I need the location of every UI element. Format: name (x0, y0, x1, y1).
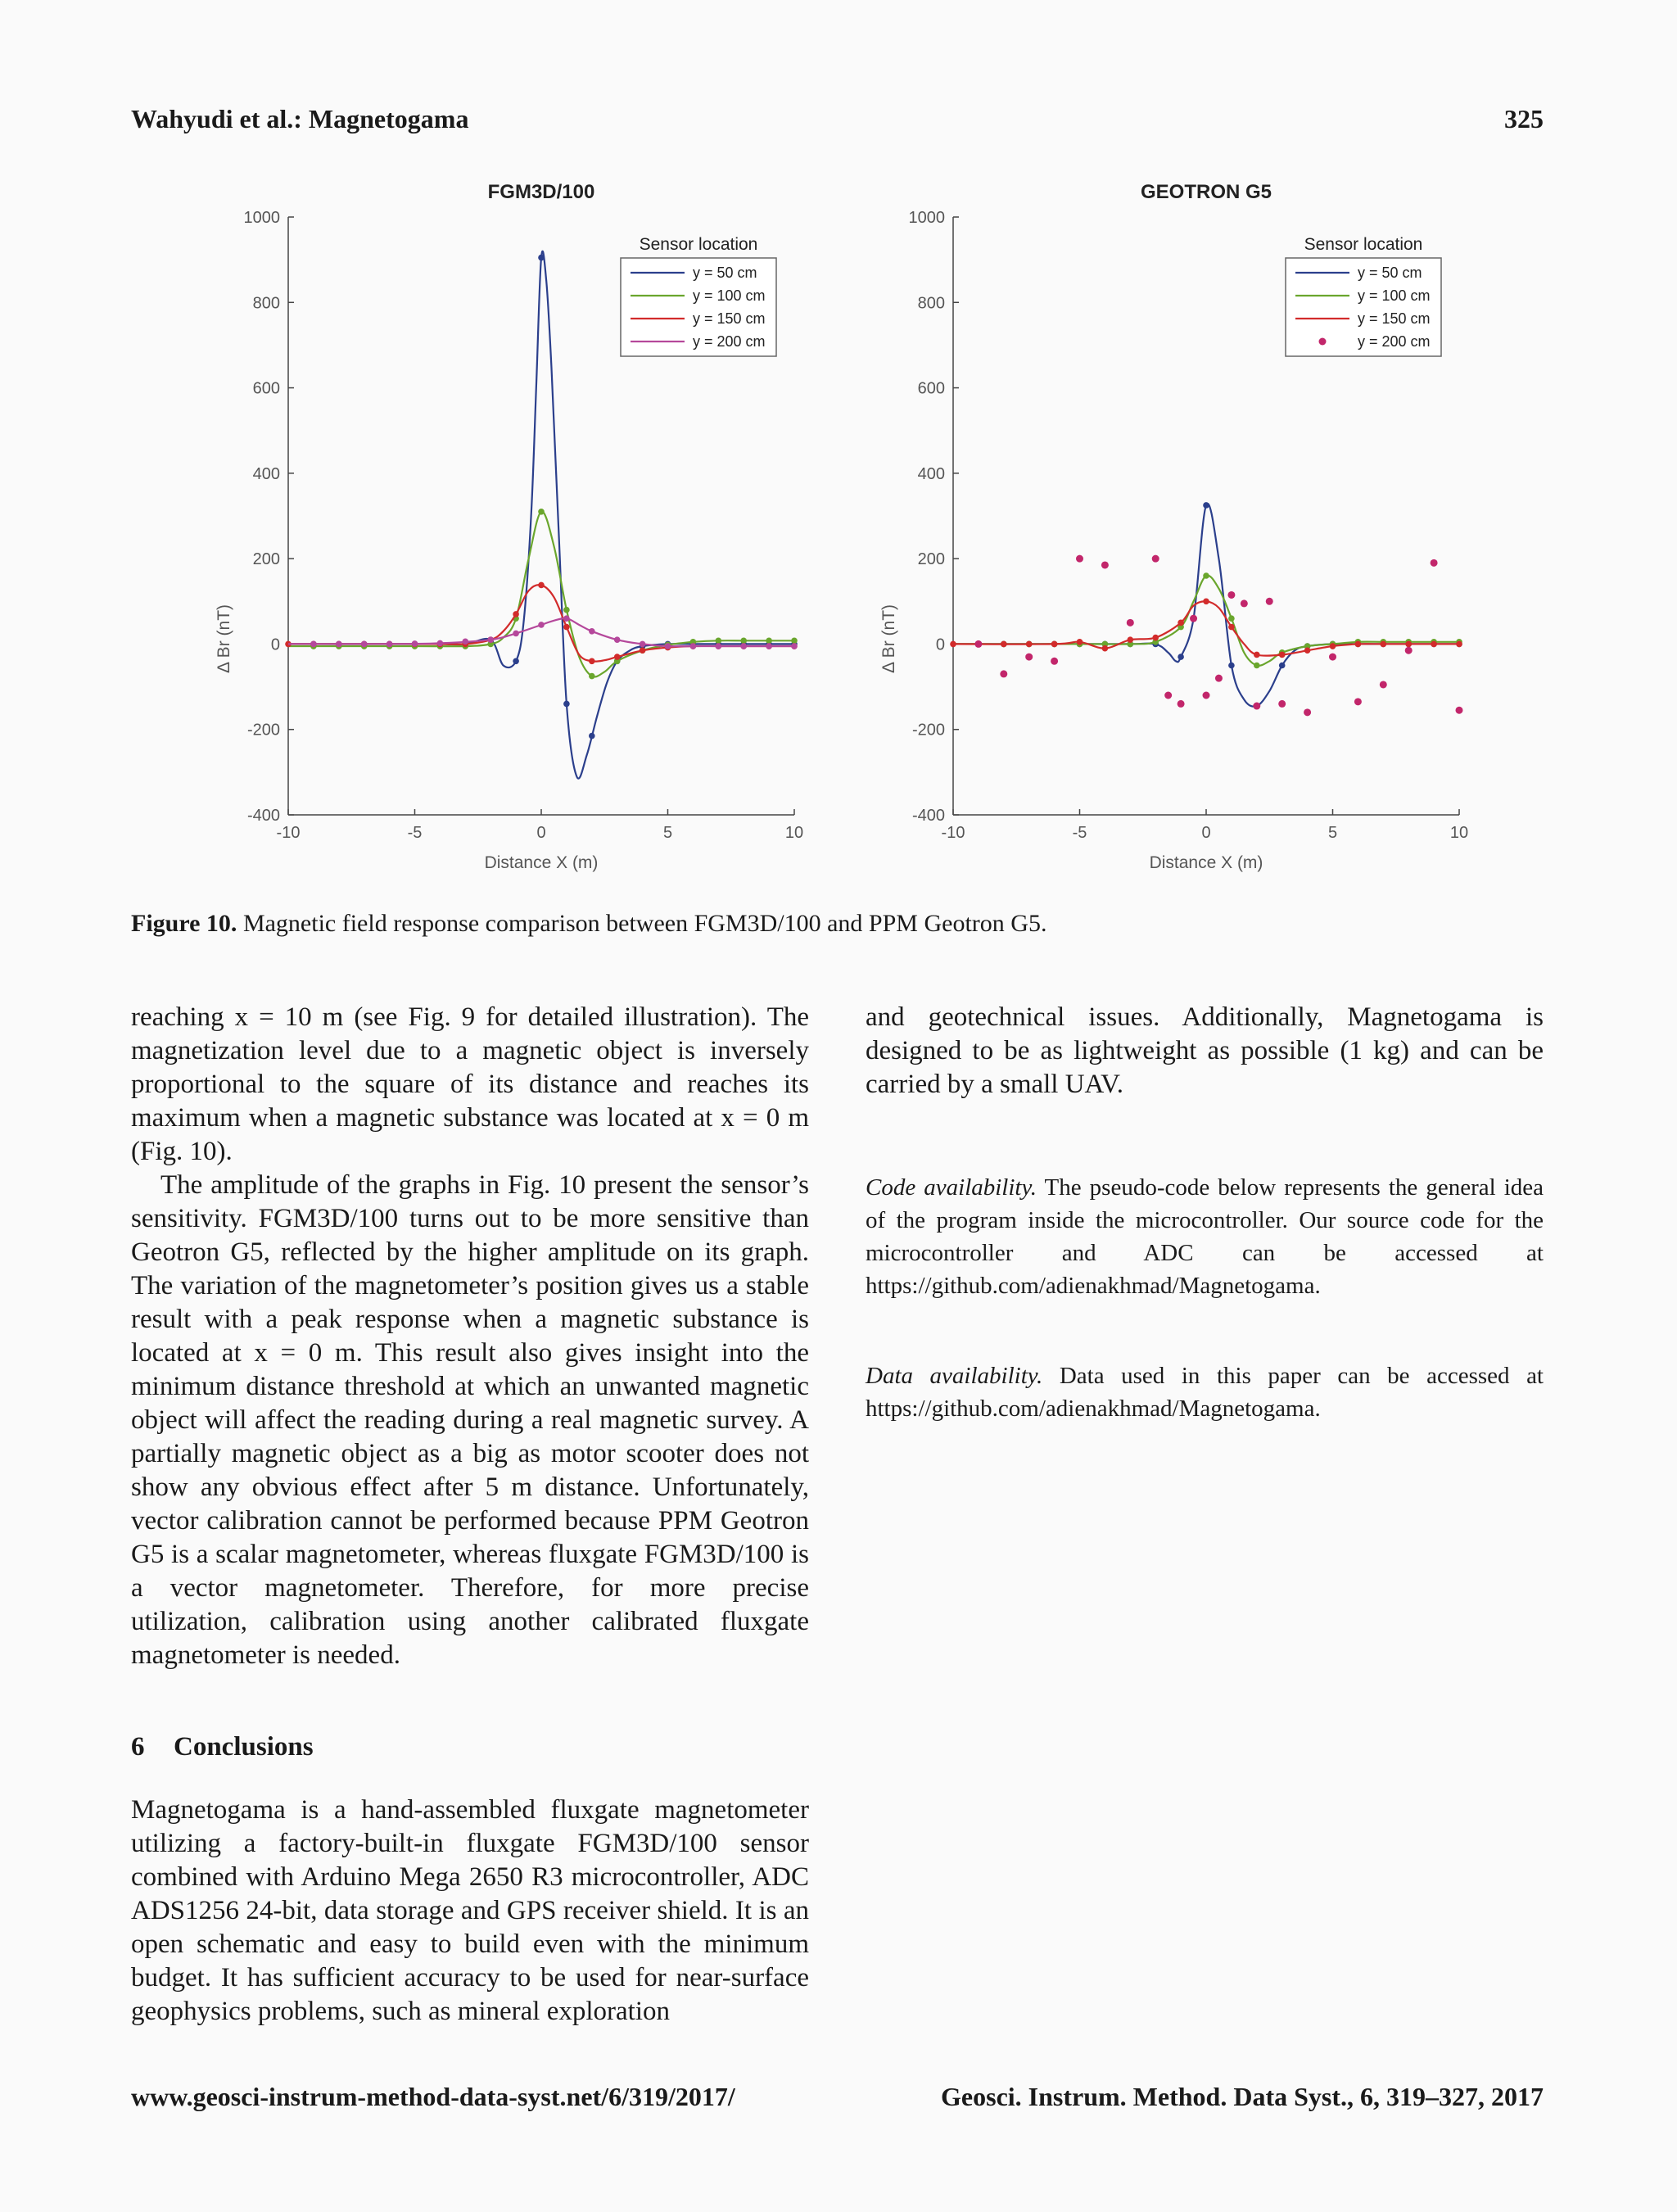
chart-geotron (853, 180, 1484, 901)
data-point (1164, 692, 1172, 699)
series-marker (538, 255, 545, 261)
data-point (1025, 654, 1033, 661)
series-marker (716, 637, 722, 644)
x-tick-label: -5 (407, 824, 423, 842)
x-tick-label: -10 (276, 824, 301, 842)
x-tick-label: 0 (536, 824, 546, 842)
series-marker (412, 640, 418, 647)
data-point (1051, 658, 1058, 665)
series-marker (665, 643, 671, 649)
series-marker (1330, 643, 1336, 649)
series-marker (1254, 663, 1260, 669)
footer-url: www.geosci-instrum-method-data-syst.net/6/319/2017/ (131, 2082, 735, 2111)
series-line (953, 601, 1459, 655)
data-point (1215, 675, 1223, 682)
series-marker (791, 637, 798, 644)
data-point (1431, 559, 1438, 567)
page-number: 325 (1504, 104, 1544, 133)
legend-entry: y = 50 cm (1358, 265, 1422, 281)
series-marker (1178, 620, 1184, 627)
legend-entry: y = 150 cm (1358, 310, 1431, 327)
data-point (1203, 692, 1210, 699)
code-availability-label: Code availability. (866, 1174, 1037, 1201)
section-title: Conclusions (174, 1732, 314, 1762)
chart-fgm3d (188, 180, 819, 901)
series-marker (589, 628, 595, 635)
series-marker (766, 637, 772, 644)
series-marker (361, 641, 368, 648)
series-marker (1254, 652, 1260, 658)
series-marker (1456, 641, 1462, 648)
legend-entry: y = 100 cm (1358, 287, 1431, 304)
series-marker (1001, 641, 1007, 648)
data-point (1152, 555, 1159, 563)
series-marker (1355, 641, 1362, 648)
series-marker (690, 643, 697, 649)
series-marker (640, 641, 646, 648)
data-point (1227, 591, 1235, 599)
data-point (1456, 707, 1463, 714)
series-marker (740, 637, 747, 644)
data-point (1354, 698, 1362, 705)
figure-caption (131, 910, 1548, 938)
series-marker (1077, 639, 1083, 645)
series-line (953, 504, 1459, 707)
data-availability-text: Data used in this paper can be accessed at https://github.com/adienakhmad/Magnetogama. (866, 1363, 1544, 1422)
x-tick-label: 5 (662, 824, 673, 842)
x-axis-label: Distance X (m) (1149, 853, 1263, 872)
chart-geotron-svg (853, 180, 1484, 901)
series-marker (1304, 647, 1311, 654)
series-marker (766, 643, 772, 649)
series-marker (538, 582, 545, 589)
legend-entry: y = 200 cm (1358, 333, 1431, 350)
series-marker (1178, 654, 1184, 660)
figure-label: Figure 10. (131, 910, 237, 937)
series-marker (437, 640, 444, 647)
conclusions-paragraph: Magnetogama is a hand-assembled fluxgate magnetometer utilizing a factory-built-in fluxgate FGM3D/100 sensor combined with Arduino Mega 2650 R3 microcontroller, ADC ADS1256 24-bit, data storage and GPS receiver shield. It is an open schematic and easy to build even with the minimum budget. It has sufficient accuracy to be used for near-surface geophysics problems, such as mineral exploration (131, 1795, 809, 2026)
legend-title: Sensor location (639, 235, 758, 254)
series-marker (1381, 641, 1387, 648)
data-point (1405, 647, 1413, 654)
y-tick-label: -400 (246, 807, 280, 825)
series-marker (1228, 663, 1235, 669)
series-marker (1026, 641, 1033, 648)
y-tick-label: 0 (270, 636, 280, 654)
series-marker (589, 673, 595, 680)
left-column (131, 1001, 809, 1672)
y-tick-label: -200 (246, 721, 280, 740)
data-point (1304, 708, 1311, 716)
y-tick-label: 400 (252, 464, 280, 483)
series-marker (1203, 502, 1209, 509)
x-axis-label: Distance X (m) (484, 853, 599, 872)
code-availability-text: The pseudo-code below represents the general idea of the program inside the microcontroller. Our source code for the microcontroller and ADC can be accessed at https://github.com/adienakhmad/Magnetogama. (866, 1174, 1544, 1299)
x-tick-label: 10 (1449, 824, 1469, 842)
paragraph: reaching x = 10 m (see Fig. 9 for detailed illustration). The magnetization level due to a magnetic object is inversely proportional to the square of its distance and reaches its maximum when a magnetic substance was located at x = 0 m (Fig. 10). (131, 1002, 809, 1166)
series-marker (513, 631, 519, 637)
series-marker (1228, 615, 1235, 622)
y-tick-label: 600 (917, 379, 945, 398)
series-marker (589, 733, 595, 740)
series-marker (386, 641, 393, 648)
series-marker (538, 622, 545, 628)
data-point (1076, 555, 1083, 563)
series-marker (538, 509, 545, 515)
series-marker (487, 636, 494, 643)
x-tick-label: 0 (1201, 824, 1211, 842)
y-axis-label: Δ Br (nT) (879, 604, 898, 674)
y-tick-label: 800 (917, 294, 945, 313)
legend-entry: y = 150 cm (693, 310, 766, 327)
data-availability (866, 1359, 1544, 1425)
series-marker (1203, 598, 1209, 604)
y-tick-label: 800 (252, 294, 280, 313)
series-marker (614, 654, 621, 660)
series-marker (1279, 652, 1286, 658)
legend-entry: y = 50 cm (693, 265, 757, 281)
paragraph: and geotechnical issues. Additionally, Magnetogama is designed to be as lightweight as possible (1 kg) and can be carried by a small UAV. (866, 1002, 1544, 1099)
y-tick-label: 200 (252, 550, 280, 569)
data-point (1127, 619, 1134, 627)
footer-citation: Geosci. Instrum. Method. Data Syst., 6, 319–327, 2017 (941, 2082, 1544, 2111)
y-tick-label: 400 (917, 464, 945, 483)
data-point (1329, 654, 1336, 661)
series-marker (563, 624, 570, 631)
right-column (866, 1001, 1544, 1101)
x-tick-label: 10 (784, 824, 804, 842)
data-point (974, 640, 982, 648)
chart-fgm3d-svg (188, 180, 819, 901)
series-marker (563, 615, 570, 622)
series-marker (1228, 624, 1235, 631)
data-point (1253, 703, 1260, 710)
series-marker (1128, 636, 1134, 643)
series-marker (336, 641, 342, 648)
series-marker (563, 701, 570, 708)
data-point (1190, 615, 1197, 622)
series-marker (1431, 641, 1437, 648)
y-tick-label: -200 (911, 721, 945, 740)
y-tick-label: -400 (911, 807, 945, 825)
data-point (1000, 670, 1007, 677)
data-availability-label: Data availability. (866, 1363, 1043, 1389)
x-tick-label: 5 (1327, 824, 1338, 842)
series-marker (614, 636, 621, 643)
data-point (1278, 700, 1286, 708)
y-tick-label: 1000 (243, 209, 280, 227)
section-number: 6 (131, 1732, 145, 1762)
code-availability (866, 1171, 1544, 1302)
chart-title: GEOTRON G5 (1140, 181, 1272, 203)
series-marker (1405, 641, 1412, 648)
series-marker (740, 643, 747, 649)
data-point (1178, 700, 1185, 708)
series-marker (513, 658, 519, 664)
series-marker (463, 639, 469, 645)
legend-entry: y = 200 cm (693, 333, 766, 350)
paragraph: The amplitude of the graphs in Fig. 10 present the sensor’s sensitivity. FGM3D/100 turns out to be more sensitive than Geotron G5, reflected by the higher amplitude on its graph. The variation of the magnetometer’s position gives us a stable result with a peak response when a magnetic substance is located at x = 0 m. This result also gives insight into the minimum distance threshold at which an unwanted magnetic object will affect the reading during a real magnetic survey. A partially magnetic object as a big as motor scooter does not show any obvious effect after 5 m distance. Unfortunately, vector calibration cannot be performed because PPM Geotron G5 is a scalar magnetometer, whereas fluxgate FGM3D/100 is a vector magnetometer. Therefore, for more precise utilization, calibration using another calibrated fluxgate magnetometer is needed. (131, 1170, 809, 1670)
legend-swatch (1319, 338, 1327, 346)
y-tick-label: 1000 (908, 209, 945, 227)
chart-title: FGM3D/100 (487, 181, 595, 203)
series-marker (1051, 641, 1058, 648)
series-line (953, 576, 1459, 666)
series-line (288, 512, 794, 677)
data-point (1241, 599, 1248, 607)
series-marker (513, 611, 519, 617)
section-heading (131, 1732, 314, 1762)
series-marker (791, 643, 798, 649)
series-marker (310, 641, 317, 648)
data-point (1266, 598, 1273, 605)
running-header-authors: Wahyudi et al.: Magnetogama (131, 104, 469, 133)
data-point (1380, 681, 1387, 688)
series-marker (563, 607, 570, 613)
y-tick-label: 600 (252, 379, 280, 398)
y-tick-label: 0 (935, 636, 945, 654)
figure-caption-text: Magnetic field response comparison between FGM3D/100 and PPM Geotron G5. (237, 910, 1047, 937)
series-marker (1102, 645, 1109, 652)
series-marker (950, 641, 956, 648)
data-point (1101, 561, 1109, 568)
x-tick-label: -5 (1072, 824, 1087, 842)
series-marker (1152, 635, 1159, 641)
series-marker (640, 647, 646, 654)
series-marker (716, 643, 722, 649)
series-marker (1279, 663, 1286, 669)
x-tick-label: -10 (941, 824, 965, 842)
y-axis-label: Δ Br (nT) (215, 604, 233, 674)
series-marker (1203, 572, 1209, 579)
legend-entry: y = 100 cm (693, 287, 766, 304)
legend-title: Sensor location (1304, 235, 1423, 254)
series-marker (589, 658, 595, 664)
y-tick-label: 200 (917, 550, 945, 569)
